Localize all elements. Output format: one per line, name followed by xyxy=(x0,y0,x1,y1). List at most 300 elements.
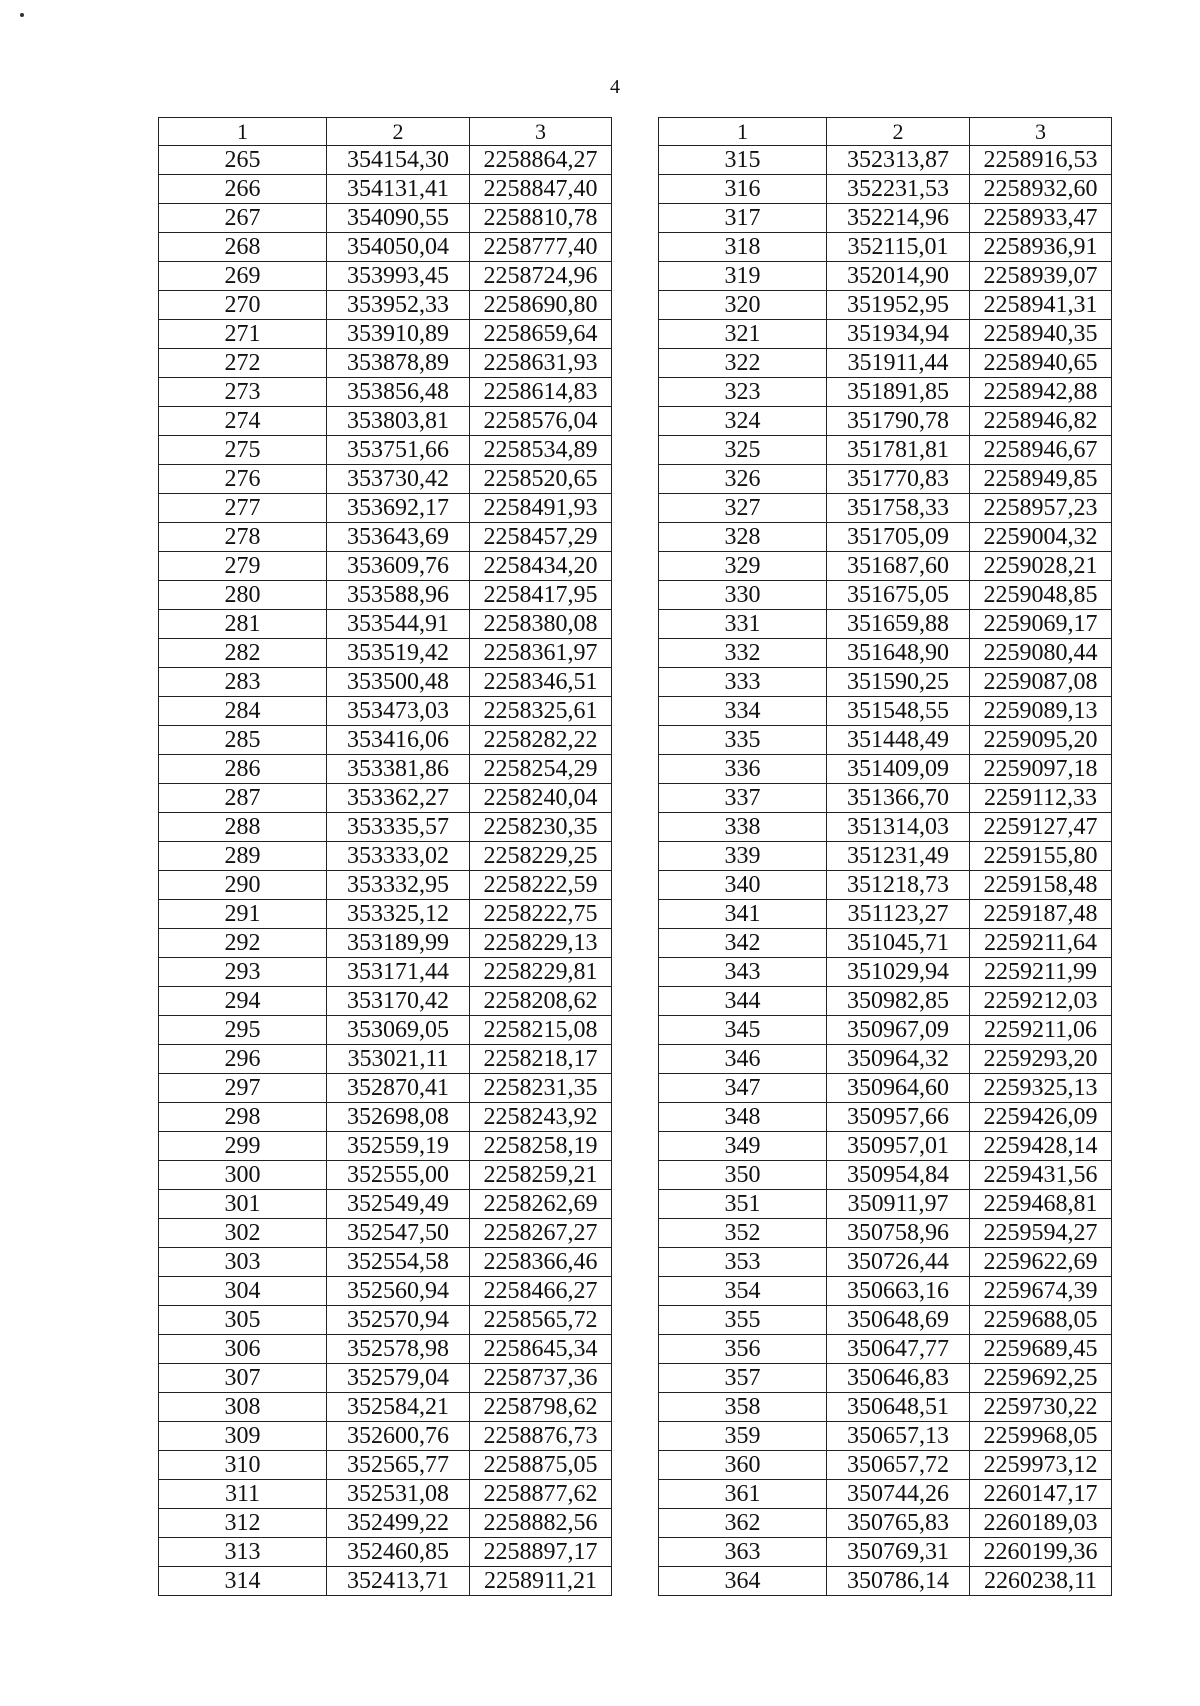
column-header-2: 2 xyxy=(327,118,470,146)
x-coordinate-cell: 352413,71 xyxy=(327,1567,470,1596)
y-coordinate-cell: 2258208,62 xyxy=(470,987,612,1016)
left-coordinates-table-wrap xyxy=(158,117,612,1596)
table-row xyxy=(659,1364,1112,1393)
point-number-cell: 350 xyxy=(659,1161,827,1190)
point-number-cell: 317 xyxy=(659,204,827,233)
table-row xyxy=(159,639,612,668)
x-coordinate-cell: 353189,99 xyxy=(327,929,470,958)
x-coordinate-cell: 351448,49 xyxy=(827,726,970,755)
y-coordinate-cell: 2258864,27 xyxy=(470,146,612,175)
x-coordinate-cell: 351231,49 xyxy=(827,842,970,871)
x-coordinate-cell: 351366,70 xyxy=(827,784,970,813)
table-row xyxy=(159,320,612,349)
y-coordinate-cell: 2258229,81 xyxy=(470,958,612,987)
point-number-cell: 313 xyxy=(159,1538,327,1567)
point-number-cell: 294 xyxy=(159,987,327,1016)
y-coordinate-cell: 2259112,33 xyxy=(970,784,1112,813)
right-coordinates-table-wrap xyxy=(658,117,1112,1596)
x-coordinate-cell: 350786,14 xyxy=(827,1567,970,1596)
column-header-1: 1 xyxy=(659,118,827,146)
point-number-cell: 333 xyxy=(659,668,827,697)
table-row xyxy=(659,1132,1112,1161)
table-row xyxy=(659,1451,1112,1480)
x-coordinate-cell: 350911,97 xyxy=(827,1190,970,1219)
y-coordinate-cell: 2258565,72 xyxy=(470,1306,612,1335)
table-row xyxy=(159,668,612,697)
point-number-cell: 329 xyxy=(659,552,827,581)
point-number-cell: 332 xyxy=(659,639,827,668)
y-coordinate-cell: 2258267,27 xyxy=(470,1219,612,1248)
y-coordinate-cell: 2259097,18 xyxy=(970,755,1112,784)
x-coordinate-cell: 350657,72 xyxy=(827,1451,970,1480)
y-coordinate-cell: 2258942,88 xyxy=(970,378,1112,407)
x-coordinate-cell: 353170,42 xyxy=(327,987,470,1016)
x-coordinate-cell: 350647,77 xyxy=(827,1335,970,1364)
table-row xyxy=(659,1393,1112,1422)
point-number-cell: 288 xyxy=(159,813,327,842)
x-coordinate-cell: 352870,41 xyxy=(327,1074,470,1103)
y-coordinate-cell: 2258466,27 xyxy=(470,1277,612,1306)
y-coordinate-cell: 2258222,75 xyxy=(470,900,612,929)
point-number-cell: 341 xyxy=(659,900,827,929)
table-row xyxy=(159,1132,612,1161)
table-row xyxy=(659,204,1112,233)
x-coordinate-cell: 351409,09 xyxy=(827,755,970,784)
y-coordinate-cell: 2259095,20 xyxy=(970,726,1112,755)
x-coordinate-cell: 353730,42 xyxy=(327,465,470,494)
y-coordinate-cell: 2258240,04 xyxy=(470,784,612,813)
table-row xyxy=(659,1277,1112,1306)
point-number-cell: 345 xyxy=(659,1016,827,1045)
x-coordinate-cell: 353993,45 xyxy=(327,262,470,291)
table-row xyxy=(659,1045,1112,1074)
table-row xyxy=(159,1480,612,1509)
y-coordinate-cell: 2258366,46 xyxy=(470,1248,612,1277)
x-coordinate-cell: 352547,50 xyxy=(327,1219,470,1248)
point-number-cell: 278 xyxy=(159,523,327,552)
y-coordinate-cell: 2258534,89 xyxy=(470,436,612,465)
x-coordinate-cell: 351659,88 xyxy=(827,610,970,639)
page-number: 4 xyxy=(610,76,620,98)
y-coordinate-cell: 2258876,73 xyxy=(470,1422,612,1451)
point-number-cell: 321 xyxy=(659,320,827,349)
table-row xyxy=(659,407,1112,436)
x-coordinate-cell: 352499,22 xyxy=(327,1509,470,1538)
x-coordinate-cell: 350765,83 xyxy=(827,1509,970,1538)
table-row xyxy=(159,1161,612,1190)
y-coordinate-cell: 2259468,81 xyxy=(970,1190,1112,1219)
x-coordinate-cell: 353910,89 xyxy=(327,320,470,349)
y-coordinate-cell: 2258230,35 xyxy=(470,813,612,842)
y-coordinate-cell: 2259212,03 xyxy=(970,987,1112,1016)
x-coordinate-cell: 352560,94 xyxy=(327,1277,470,1306)
point-number-cell: 265 xyxy=(159,146,327,175)
y-coordinate-cell: 2258777,40 xyxy=(470,233,612,262)
x-coordinate-cell: 352579,04 xyxy=(327,1364,470,1393)
point-number-cell: 281 xyxy=(159,610,327,639)
column-header-3: 3 xyxy=(970,118,1112,146)
y-coordinate-cell: 2259431,56 xyxy=(970,1161,1112,1190)
table-row xyxy=(659,1161,1112,1190)
x-coordinate-cell: 350726,44 xyxy=(827,1248,970,1277)
table-row xyxy=(159,1335,612,1364)
table-row xyxy=(159,871,612,900)
y-coordinate-cell: 2258520,65 xyxy=(470,465,612,494)
point-number-cell: 285 xyxy=(159,726,327,755)
x-coordinate-cell: 350964,32 xyxy=(827,1045,970,1074)
x-coordinate-cell: 350758,96 xyxy=(827,1219,970,1248)
x-coordinate-cell: 353803,81 xyxy=(327,407,470,436)
table-row xyxy=(659,175,1112,204)
table-row xyxy=(659,987,1112,1016)
table-header-row xyxy=(659,118,1112,146)
x-coordinate-cell: 354154,30 xyxy=(327,146,470,175)
table-row xyxy=(659,146,1112,175)
y-coordinate-cell: 2259689,45 xyxy=(970,1335,1112,1364)
x-coordinate-cell: 351790,78 xyxy=(827,407,970,436)
table-row xyxy=(659,1567,1112,1596)
y-coordinate-cell: 2258346,51 xyxy=(470,668,612,697)
point-number-cell: 273 xyxy=(159,378,327,407)
x-coordinate-cell: 350663,16 xyxy=(827,1277,970,1306)
x-coordinate-cell: 353416,06 xyxy=(327,726,470,755)
y-coordinate-cell: 2259004,32 xyxy=(970,523,1112,552)
x-coordinate-cell: 353332,95 xyxy=(327,871,470,900)
x-coordinate-cell: 352460,85 xyxy=(327,1538,470,1567)
table-row xyxy=(659,726,1112,755)
x-coordinate-cell: 350967,09 xyxy=(827,1016,970,1045)
point-number-cell: 299 xyxy=(159,1132,327,1161)
y-coordinate-cell: 2258897,17 xyxy=(470,1538,612,1567)
point-number-cell: 361 xyxy=(659,1480,827,1509)
point-number-cell: 295 xyxy=(159,1016,327,1045)
y-coordinate-cell: 2258940,35 xyxy=(970,320,1112,349)
right-coordinates-table xyxy=(658,117,1112,1596)
x-coordinate-cell: 352600,76 xyxy=(327,1422,470,1451)
x-coordinate-cell: 354050,04 xyxy=(327,233,470,262)
x-coordinate-cell: 351314,03 xyxy=(827,813,970,842)
point-number-cell: 298 xyxy=(159,1103,327,1132)
y-coordinate-cell: 2258940,65 xyxy=(970,349,1112,378)
point-number-cell: 270 xyxy=(159,291,327,320)
x-coordinate-cell: 350957,66 xyxy=(827,1103,970,1132)
point-number-cell: 353 xyxy=(659,1248,827,1277)
point-number-cell: 302 xyxy=(159,1219,327,1248)
table-row xyxy=(659,784,1112,813)
y-coordinate-cell: 2258417,95 xyxy=(470,581,612,610)
point-number-cell: 283 xyxy=(159,668,327,697)
x-coordinate-cell: 353473,03 xyxy=(327,697,470,726)
x-coordinate-cell: 352231,53 xyxy=(827,175,970,204)
point-number-cell: 364 xyxy=(659,1567,827,1596)
point-number-cell: 363 xyxy=(659,1538,827,1567)
point-number-cell: 357 xyxy=(659,1364,827,1393)
x-coordinate-cell: 350982,85 xyxy=(827,987,970,1016)
table-row xyxy=(659,929,1112,958)
point-number-cell: 335 xyxy=(659,726,827,755)
table-row xyxy=(159,204,612,233)
table-row xyxy=(159,755,612,784)
point-number-cell: 349 xyxy=(659,1132,827,1161)
table-row xyxy=(159,784,612,813)
table-row xyxy=(159,552,612,581)
table-row xyxy=(159,349,612,378)
y-coordinate-cell: 2258941,31 xyxy=(970,291,1112,320)
table-row xyxy=(659,842,1112,871)
point-number-cell: 348 xyxy=(659,1103,827,1132)
x-coordinate-cell: 352313,87 xyxy=(827,146,970,175)
y-coordinate-cell: 2260147,17 xyxy=(970,1480,1112,1509)
point-number-cell: 297 xyxy=(159,1074,327,1103)
point-number-cell: 318 xyxy=(659,233,827,262)
y-coordinate-cell: 2258631,93 xyxy=(470,349,612,378)
point-number-cell: 280 xyxy=(159,581,327,610)
point-number-cell: 346 xyxy=(659,1045,827,1074)
point-number-cell: 292 xyxy=(159,929,327,958)
y-coordinate-cell: 2258645,34 xyxy=(470,1335,612,1364)
table-row xyxy=(159,436,612,465)
x-coordinate-cell: 353381,86 xyxy=(327,755,470,784)
point-number-cell: 268 xyxy=(159,233,327,262)
table-row xyxy=(659,813,1112,842)
y-coordinate-cell: 2258215,08 xyxy=(470,1016,612,1045)
y-coordinate-cell: 2259692,25 xyxy=(970,1364,1112,1393)
point-number-cell: 305 xyxy=(159,1306,327,1335)
x-coordinate-cell: 353362,27 xyxy=(327,784,470,813)
point-number-cell: 354 xyxy=(659,1277,827,1306)
x-coordinate-cell: 353692,17 xyxy=(327,494,470,523)
y-coordinate-cell: 2258229,25 xyxy=(470,842,612,871)
table-row xyxy=(159,1364,612,1393)
y-coordinate-cell: 2259087,08 xyxy=(970,668,1112,697)
point-number-cell: 347 xyxy=(659,1074,827,1103)
scan-speck xyxy=(20,13,24,17)
column-header-3: 3 xyxy=(470,118,612,146)
table-row xyxy=(159,813,612,842)
table-row xyxy=(659,610,1112,639)
x-coordinate-cell: 352559,19 xyxy=(327,1132,470,1161)
point-number-cell: 304 xyxy=(159,1277,327,1306)
table-row xyxy=(659,1103,1112,1132)
point-number-cell: 300 xyxy=(159,1161,327,1190)
point-number-cell: 343 xyxy=(659,958,827,987)
point-number-cell: 362 xyxy=(659,1509,827,1538)
point-number-cell: 284 xyxy=(159,697,327,726)
y-coordinate-cell: 2259155,80 xyxy=(970,842,1112,871)
x-coordinate-cell: 351758,33 xyxy=(827,494,970,523)
table-row xyxy=(659,1538,1112,1567)
point-number-cell: 311 xyxy=(159,1480,327,1509)
point-number-cell: 291 xyxy=(159,900,327,929)
x-coordinate-cell: 353325,12 xyxy=(327,900,470,929)
table-row xyxy=(659,581,1112,610)
y-coordinate-cell: 2258218,17 xyxy=(470,1045,612,1074)
table-row xyxy=(159,1219,612,1248)
point-number-cell: 358 xyxy=(659,1393,827,1422)
point-number-cell: 312 xyxy=(159,1509,327,1538)
table-row xyxy=(159,900,612,929)
x-coordinate-cell: 351675,05 xyxy=(827,581,970,610)
x-coordinate-cell: 353544,91 xyxy=(327,610,470,639)
point-number-cell: 271 xyxy=(159,320,327,349)
x-coordinate-cell: 351952,95 xyxy=(827,291,970,320)
y-coordinate-cell: 2258229,13 xyxy=(470,929,612,958)
y-coordinate-cell: 2258946,67 xyxy=(970,436,1112,465)
point-number-cell: 289 xyxy=(159,842,327,871)
point-number-cell: 296 xyxy=(159,1045,327,1074)
y-coordinate-cell: 2258932,60 xyxy=(970,175,1112,204)
x-coordinate-cell: 351705,09 xyxy=(827,523,970,552)
point-number-cell: 306 xyxy=(159,1335,327,1364)
table-row xyxy=(159,1509,612,1538)
point-number-cell: 286 xyxy=(159,755,327,784)
table-row xyxy=(159,842,612,871)
y-coordinate-cell: 2258243,92 xyxy=(470,1103,612,1132)
y-coordinate-cell: 2259325,13 xyxy=(970,1074,1112,1103)
y-coordinate-cell: 2258380,08 xyxy=(470,610,612,639)
point-number-cell: 351 xyxy=(659,1190,827,1219)
point-number-cell: 330 xyxy=(659,581,827,610)
y-coordinate-cell: 2258933,47 xyxy=(970,204,1112,233)
x-coordinate-cell: 351548,55 xyxy=(827,697,970,726)
y-coordinate-cell: 2259211,06 xyxy=(970,1016,1112,1045)
x-coordinate-cell: 353952,33 xyxy=(327,291,470,320)
table-row xyxy=(159,1306,612,1335)
y-coordinate-cell: 2259028,21 xyxy=(970,552,1112,581)
table-row xyxy=(159,1074,612,1103)
x-coordinate-cell: 353500,48 xyxy=(327,668,470,697)
table-row xyxy=(659,1509,1112,1538)
table-row xyxy=(659,900,1112,929)
y-coordinate-cell: 2258434,20 xyxy=(470,552,612,581)
y-coordinate-cell: 2259080,44 xyxy=(970,639,1112,668)
point-number-cell: 328 xyxy=(659,523,827,552)
x-coordinate-cell: 352115,01 xyxy=(827,233,970,262)
y-coordinate-cell: 2259730,22 xyxy=(970,1393,1112,1422)
point-number-cell: 290 xyxy=(159,871,327,900)
point-number-cell: 360 xyxy=(659,1451,827,1480)
table-row xyxy=(159,523,612,552)
y-coordinate-cell: 2258659,64 xyxy=(470,320,612,349)
x-coordinate-cell: 353519,42 xyxy=(327,639,470,668)
point-number-cell: 338 xyxy=(659,813,827,842)
x-coordinate-cell: 351891,85 xyxy=(827,378,970,407)
point-number-cell: 293 xyxy=(159,958,327,987)
y-coordinate-cell: 2258911,21 xyxy=(470,1567,612,1596)
table-row xyxy=(159,1248,612,1277)
y-coordinate-cell: 2259973,12 xyxy=(970,1451,1112,1480)
point-number-cell: 287 xyxy=(159,784,327,813)
y-coordinate-cell: 2259968,05 xyxy=(970,1422,1112,1451)
table-row xyxy=(659,958,1112,987)
table-row xyxy=(659,668,1112,697)
y-coordinate-cell: 2260238,11 xyxy=(970,1567,1112,1596)
table-row xyxy=(659,494,1112,523)
x-coordinate-cell: 350744,26 xyxy=(827,1480,970,1509)
x-coordinate-cell: 351781,81 xyxy=(827,436,970,465)
table-row xyxy=(659,523,1112,552)
table-row xyxy=(159,233,612,262)
y-coordinate-cell: 2259594,27 xyxy=(970,1219,1112,1248)
point-number-cell: 316 xyxy=(659,175,827,204)
x-coordinate-cell: 351934,94 xyxy=(827,320,970,349)
table-row xyxy=(159,465,612,494)
y-coordinate-cell: 2259293,20 xyxy=(970,1045,1112,1074)
x-coordinate-cell: 350648,51 xyxy=(827,1393,970,1422)
table-row xyxy=(159,1016,612,1045)
table-row xyxy=(159,1451,612,1480)
column-header-2: 2 xyxy=(827,118,970,146)
table-row xyxy=(659,465,1112,494)
x-coordinate-cell: 353856,48 xyxy=(327,378,470,407)
point-number-cell: 325 xyxy=(659,436,827,465)
point-number-cell: 267 xyxy=(159,204,327,233)
x-coordinate-cell: 352549,49 xyxy=(327,1190,470,1219)
y-coordinate-cell: 2259069,17 xyxy=(970,610,1112,639)
y-coordinate-cell: 2260189,03 xyxy=(970,1509,1112,1538)
table-row xyxy=(159,1277,612,1306)
y-coordinate-cell: 2258576,04 xyxy=(470,407,612,436)
point-number-cell: 277 xyxy=(159,494,327,523)
y-coordinate-cell: 2258916,53 xyxy=(970,146,1112,175)
y-coordinate-cell: 2260199,36 xyxy=(970,1538,1112,1567)
x-coordinate-cell: 352578,98 xyxy=(327,1335,470,1364)
table-row xyxy=(659,1306,1112,1335)
table-header-row xyxy=(159,118,612,146)
point-number-cell: 355 xyxy=(659,1306,827,1335)
table-row xyxy=(159,1393,612,1422)
table-row xyxy=(659,755,1112,784)
table-row xyxy=(659,1335,1112,1364)
table-row xyxy=(159,378,612,407)
x-coordinate-cell: 351045,71 xyxy=(827,929,970,958)
point-number-cell: 307 xyxy=(159,1364,327,1393)
x-coordinate-cell: 350648,69 xyxy=(827,1306,970,1335)
table-row xyxy=(659,349,1112,378)
point-number-cell: 359 xyxy=(659,1422,827,1451)
table-row xyxy=(159,581,612,610)
table-row xyxy=(659,378,1112,407)
y-coordinate-cell: 2258847,40 xyxy=(470,175,612,204)
point-number-cell: 269 xyxy=(159,262,327,291)
y-coordinate-cell: 2259089,13 xyxy=(970,697,1112,726)
table-row xyxy=(659,1422,1112,1451)
y-coordinate-cell: 2259622,69 xyxy=(970,1248,1112,1277)
point-number-cell: 279 xyxy=(159,552,327,581)
table-row xyxy=(659,1074,1112,1103)
point-number-cell: 274 xyxy=(159,407,327,436)
y-coordinate-cell: 2258936,91 xyxy=(970,233,1112,262)
y-coordinate-cell: 2259187,48 xyxy=(970,900,1112,929)
x-coordinate-cell: 352214,96 xyxy=(827,204,970,233)
table-row xyxy=(159,175,612,204)
point-number-cell: 319 xyxy=(659,262,827,291)
table-row xyxy=(159,146,612,175)
y-coordinate-cell: 2258939,07 xyxy=(970,262,1112,291)
y-coordinate-cell: 2258222,59 xyxy=(470,871,612,900)
y-coordinate-cell: 2258262,69 xyxy=(470,1190,612,1219)
x-coordinate-cell: 350657,13 xyxy=(827,1422,970,1451)
y-coordinate-cell: 2258325,61 xyxy=(470,697,612,726)
table-row xyxy=(659,262,1112,291)
point-number-cell: 309 xyxy=(159,1422,327,1451)
x-coordinate-cell: 351911,44 xyxy=(827,349,970,378)
table-row xyxy=(159,291,612,320)
point-number-cell: 334 xyxy=(659,697,827,726)
point-number-cell: 322 xyxy=(659,349,827,378)
table-row xyxy=(159,929,612,958)
x-coordinate-cell: 353333,02 xyxy=(327,842,470,871)
